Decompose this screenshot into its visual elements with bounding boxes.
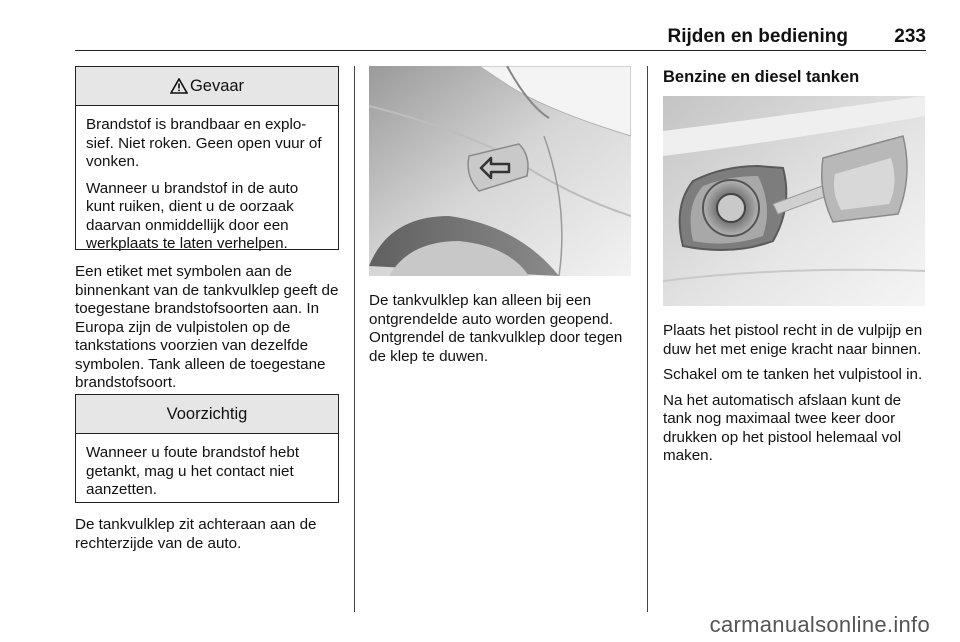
fuel-flap-illustration — [369, 66, 631, 276]
watermark: carmanualsonline.info — [709, 612, 930, 637]
warning-triangle-icon — [170, 78, 188, 94]
fuel-filler-illustration — [663, 96, 925, 306]
column-divider — [647, 66, 648, 612]
section-heading: Benzine en diesel tanken — [663, 68, 860, 86]
refuel-step-paragraph: Plaats het pistool recht in de vulpijp en duw het met enige kracht naar binnen. — [663, 322, 923, 358]
fuel-filler-image — [663, 96, 925, 306]
column-1-text — [75, 263, 343, 393]
page-header — [75, 22, 926, 51]
warning-box — [75, 66, 339, 250]
warning-paragraph: Wanneer u brandstof in de auto kunt ruiken, dient u de oorzaak daarvan onmiddellijk door een werkplaats te laten verhelpen. — [86, 179, 299, 252]
column-1-footer-text — [75, 516, 343, 553]
refuel-step-paragraph: Schakel om te tanken het vulpistool in. — [663, 366, 923, 383]
refuel-step-paragraph: Na het automatisch afslaan kunt de tank nog maximaal twee keer door drukken op het pistool helemaal vol maken. — [663, 391, 902, 464]
page-number: 233 — [894, 26, 926, 47]
warning-box-body — [76, 106, 338, 268]
caution-box — [75, 394, 339, 503]
fuel-label-paragraph: Een etiket met symbolen aan de binnenkant van de tankvulklep geeft de toegestane brandstofsoorten aan. In Europa zijn de vulpistolen op de tankstations voorzien van dezelfde symbolen. Tank alleen de toegestane brandstofsoort. — [75, 263, 339, 391]
fuel-flap-location-paragraph: De tankvulklep zit achteraan aan de rechterzijde van de auto. — [75, 516, 317, 552]
caution-box-header — [76, 395, 338, 434]
column-2-text — [369, 292, 639, 366]
column-3-text — [663, 322, 931, 466]
warning-box-header — [76, 67, 338, 106]
caution-box-title: Voorzichtig — [166, 404, 248, 423]
fuel-flap-open-paragraph: De tankvulklep kan alleen bij een ontgrendelde auto worden geopend. Ontgrendel de tankvulklep door tegen de klep te duwen. — [369, 292, 623, 365]
column-divider — [354, 66, 355, 612]
warning-box-title: Gevaar — [189, 76, 245, 95]
caution-box-body — [76, 434, 338, 514]
warning-paragraph: Brandstof is brandbaar en explo-sief. Niet roken. Geen open vuur of vonken. — [86, 116, 322, 170]
page-title: Rijden en bediening — [667, 26, 848, 47]
fuel-flap-image — [369, 66, 631, 276]
caution-paragraph: Wanneer u foute brandstof hebt getankt, mag u het contact niet aanzetten. — [86, 444, 300, 498]
